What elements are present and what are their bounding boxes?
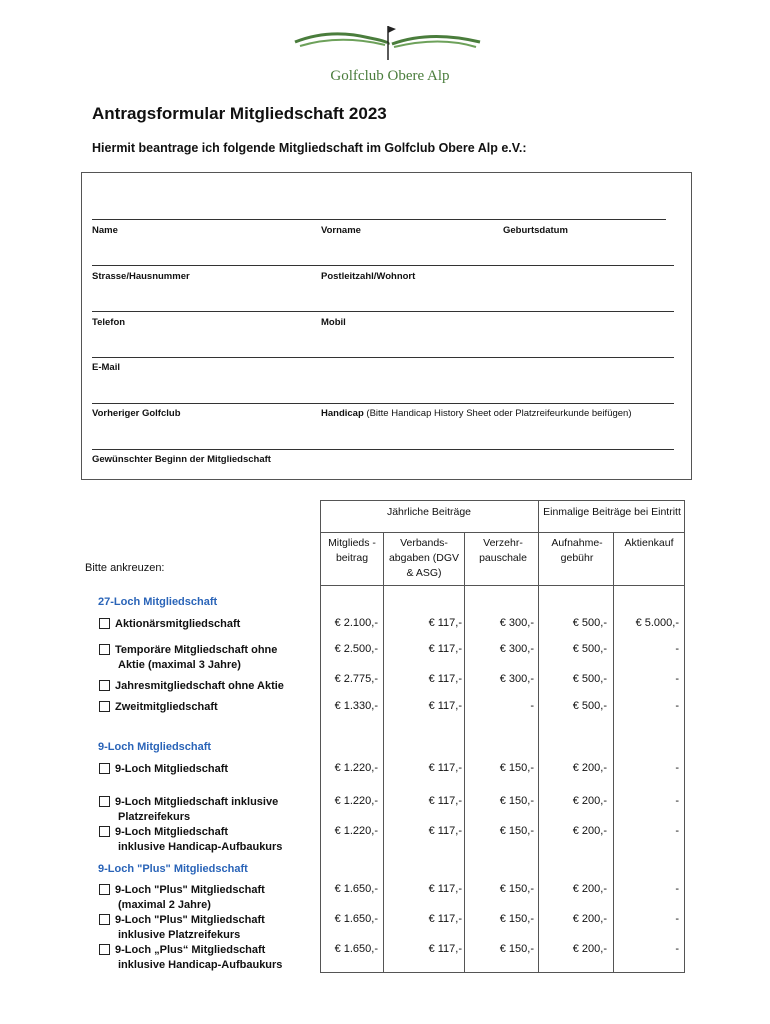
checkbox[interactable] — [99, 914, 110, 925]
fee-value: - — [675, 700, 679, 712]
beginn-line[interactable] — [92, 449, 674, 450]
fee-value: € 2.500,- — [334, 643, 378, 655]
row-9-loch-platzreife: 9-Loch Mitgliedschaft inklusive Platzreifekurs — [99, 795, 278, 825]
strasse-label: Strasse/Hausnummer — [92, 271, 190, 282]
row-9-loch-plus: 9-Loch "Plus" Mitgliedschaft (maximal 2 Jahre) — [99, 883, 265, 913]
fee-value: € 1.220,- — [334, 825, 378, 837]
fee-value: € 1.650,- — [334, 883, 378, 895]
fee-value: € 200,- — [572, 943, 607, 955]
fee-value: € 117,- — [428, 673, 462, 685]
club-line[interactable] — [92, 403, 674, 404]
geburtsdatum-label: Geburtsdatum — [503, 225, 568, 236]
fee-value: € 117,- — [428, 913, 462, 925]
plz-label: Postleitzahl/Wohnort — [321, 271, 416, 282]
fee-value: € 117,- — [428, 617, 462, 629]
page-subtitle: Hiermit beantrage ich folgende Mitgliedschaft im Golfclub Obere Alp e.V.: — [92, 141, 527, 155]
golf-flag-icon — [290, 20, 490, 68]
fee-value: € 2.100,- — [334, 617, 378, 629]
row-jahresmitgliedschaft: Jahresmitgliedschaft ohne Aktie — [99, 679, 284, 694]
fee-value: € 200,- — [572, 825, 607, 837]
fee-value: € 300,- — [499, 673, 534, 685]
handicap-label-text: Handicap — [321, 408, 364, 419]
col-verbandsabgaben: Verbands- abgaben (DGV & ASG) — [388, 537, 460, 579]
email-label: E-Mail — [92, 362, 120, 373]
fee-value: € 1.330,- — [334, 700, 378, 712]
handicap-label — [321, 408, 632, 419]
fee-value: € 200,- — [572, 883, 607, 895]
checkbox[interactable] — [99, 944, 110, 955]
fee-value: € 117,- — [428, 795, 462, 807]
fee-value: - — [530, 700, 534, 712]
fee-value: € 117,- — [428, 643, 462, 655]
telefon-label: Telefon — [92, 317, 126, 328]
personal-data-form — [81, 172, 692, 480]
col-mitgliedsbeitrag: Mitglieds -beitrag — [328, 537, 376, 564]
mobil-label: Mobil — [321, 317, 346, 328]
row-zweitmitgliedschaft: Zweitmitgliedschaft — [99, 700, 218, 715]
fee-table — [320, 500, 685, 972]
fee-value: € 150,- — [499, 913, 534, 925]
beginn-label: Gewünschter Beginn der Mitgliedschaft — [92, 454, 271, 465]
ankreuzen-label: Bitte ankreuzen: — [85, 562, 165, 574]
fee-value: - — [675, 825, 679, 837]
col-verzehrpauschale: Verzehr- pauschale — [479, 537, 527, 564]
fee-value: € 200,- — [572, 795, 607, 807]
name-line[interactable] — [92, 219, 666, 220]
col-aufnahmegebuehr: Aufnahme- gebühr — [551, 537, 603, 564]
fee-value: € 5.000,- — [635, 617, 679, 629]
fee-value: € 500,- — [572, 700, 607, 712]
row-9-loch: 9-Loch Mitgliedschaft — [99, 762, 228, 777]
section-9-loch: 9-Loch Mitgliedschaft — [98, 741, 212, 753]
fee-value: € 150,- — [499, 943, 534, 955]
club-name: Golfclub Obere Alp — [330, 68, 450, 84]
fee-value: € 300,- — [499, 643, 534, 655]
checkbox[interactable] — [99, 796, 110, 807]
name-label: Name — [92, 225, 118, 236]
fee-value: € 500,- — [572, 673, 607, 685]
page-title: Antragsformular Mitgliedschaft 2023 — [92, 104, 387, 123]
checkbox[interactable] — [99, 763, 110, 774]
checkbox[interactable] — [99, 701, 110, 712]
col-aktienkauf: Aktienkauf — [624, 537, 674, 549]
handicap-note: (Bitte Handicap History Sheet oder Platzreifeurkunde beifügen) — [366, 408, 632, 419]
row-aktionaersmitgliedschaft: Aktionärsmitgliedschaft — [99, 617, 240, 632]
annual-fees-header: Jährliche Beiträge — [386, 506, 472, 518]
section-9-loch-plus: 9-Loch "Plus" Mitgliedschaft — [98, 863, 248, 875]
fee-value: € 117,- — [428, 883, 462, 895]
fee-value: - — [675, 913, 679, 925]
checkbox[interactable] — [99, 618, 110, 629]
checkbox[interactable] — [99, 884, 110, 895]
email-line[interactable] — [92, 357, 674, 358]
fee-value: € 300,- — [499, 617, 534, 629]
fee-value: € 150,- — [499, 795, 534, 807]
one-time-fees-header: Einmalige Beiträge bei Eintritt — [543, 506, 681, 518]
fee-value: € 2.775,- — [334, 673, 378, 685]
address-line[interactable] — [92, 265, 674, 266]
phone-line[interactable] — [92, 311, 674, 312]
fee-value: € 117,- — [428, 700, 462, 712]
row-9-loch-plus-platzreife: 9-Loch "Plus" Mitgliedschaft inklusive Platzreifekurs — [99, 913, 265, 943]
row-temporaere-mitgliedschaft: Temporäre Mitgliedschaft ohne Aktie (maximal 3 Jahre) — [99, 643, 277, 673]
fee-value: € 150,- — [499, 883, 534, 895]
checkbox[interactable] — [99, 680, 110, 691]
fee-value: € 200,- — [572, 913, 607, 925]
fee-value: - — [675, 673, 679, 685]
fee-value: € 117,- — [428, 825, 462, 837]
fee-value: € 500,- — [572, 617, 607, 629]
checkbox[interactable] — [99, 826, 110, 837]
fee-value: € 117,- — [428, 762, 462, 774]
club-logo — [290, 20, 490, 90]
fee-value: € 117,- — [428, 943, 462, 955]
checkbox[interactable] — [99, 644, 110, 655]
vorname-label: Vorname — [321, 225, 361, 236]
fee-value: € 1.220,- — [334, 762, 378, 774]
fee-value: € 1.650,- — [334, 943, 378, 955]
fee-value: - — [675, 943, 679, 955]
fee-value: € 500,- — [572, 643, 607, 655]
fee-value: - — [675, 795, 679, 807]
fee-value: € 150,- — [499, 825, 534, 837]
vorheriger-club-label: Vorheriger Golfclub — [92, 408, 181, 419]
row-9-loch-plus-handicap: 9-Loch „Plus“ Mitgliedschaft inklusive Handicap-Aufbaukurs — [99, 943, 282, 973]
row-9-loch-handicap: 9-Loch Mitgliedschaft inklusive Handicap-Aufbaukurs — [99, 825, 282, 855]
fee-value: € 200,- — [572, 762, 607, 774]
fee-value: - — [675, 762, 679, 774]
fee-value: € 1.650,- — [334, 913, 378, 925]
fee-value: - — [675, 883, 679, 895]
fee-value: € 1.220,- — [334, 795, 378, 807]
section-27-loch: 27-Loch Mitgliedschaft — [98, 596, 218, 608]
fee-value: € 150,- — [499, 762, 534, 774]
fee-value: - — [675, 643, 679, 655]
